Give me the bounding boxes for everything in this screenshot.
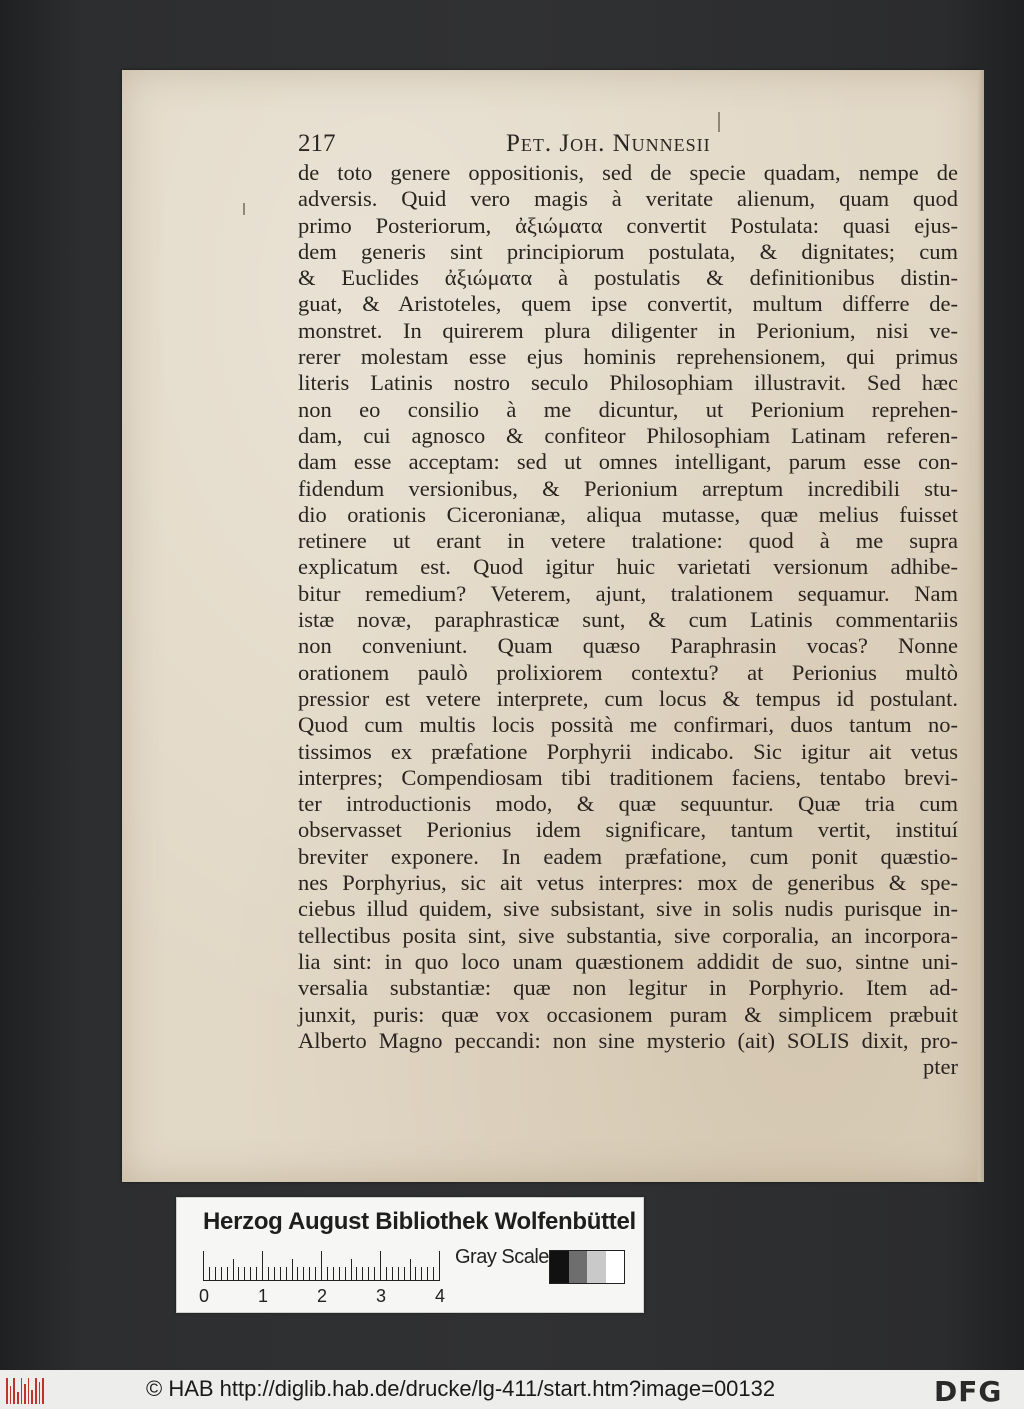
ruler-tick	[380, 1251, 381, 1281]
text-line: bitur remedium? Veterem, ajunt, tralationem sequamur. Nam	[298, 580, 958, 606]
body-text	[298, 160, 958, 1080]
ruler-tick	[238, 1267, 239, 1281]
running-head-title: Pet. Joh. Nunnesii	[506, 130, 711, 157]
text-line: versalia substantiæ: quæ non legitur in Porphyrio. Item ad-	[298, 975, 958, 1001]
page-edge	[978, 70, 984, 1182]
text-line: Quod cum multis locis possità me confirmari, duos tantum no-	[298, 712, 958, 738]
ruler-tick	[345, 1267, 346, 1281]
ruler-tick	[410, 1259, 411, 1281]
color-target-card	[176, 1197, 644, 1313]
gray-scale-label: Gray Scale	[455, 1246, 549, 1268]
hab-logo-bar	[28, 1378, 30, 1404]
text-line: primo Posteriorum, ἀξιώματα convertit Postulata: quasi ejus-	[298, 212, 958, 238]
text-line: dem generis sint principiorum postulata, & dignitates; cum	[298, 238, 958, 264]
ruler-tick	[356, 1267, 357, 1281]
text-line: junxit, puris: quæ vox occasionem puram & simplicem præbuit	[298, 1001, 958, 1027]
text-line: istæ novæ, paraphrasticæ sunt, & cum Latinis commentariis	[298, 607, 958, 633]
ruler-tick	[427, 1267, 428, 1281]
text-line: pressior est vetere interprete, cum locus & tempus id postulant.	[298, 685, 958, 711]
ruler-tick	[433, 1267, 434, 1281]
text-line: literis Latinis nostro seculo Philosophiam illustravit. Sed hæc	[298, 370, 958, 396]
gray-swatch	[587, 1251, 606, 1283]
text-line: nes Porphyrius, sic ait vetus interpres: mox de generibus & spe-	[298, 870, 958, 896]
ruler-tick	[221, 1267, 222, 1281]
ruler-tick	[362, 1267, 363, 1281]
gray-swatch	[569, 1251, 588, 1283]
text-line: dam, cui agnosco & confiteor Philosophiam Latinam referen-	[298, 422, 958, 448]
text-line: fidendum versionibus, & Perionium arreptum incredibili stu-	[298, 475, 958, 501]
text-line: dam esse acceptam: sed ut omnes intelligant, parum esse con-	[298, 449, 958, 475]
ruler-tick	[215, 1267, 216, 1281]
ruler-tick	[421, 1267, 422, 1281]
text-line: & Euclides ἀξιώματα à postulatis & definitionibus distin-	[298, 265, 958, 291]
ruler-tick	[374, 1267, 375, 1281]
hab-logo-bar	[17, 1392, 19, 1404]
copyright-link[interactable]: © HAB http://diglib.hab.de/drucke/lg-411/start.htm?image=00132	[146, 1376, 776, 1401]
ruler-tick	[309, 1267, 310, 1281]
ruler-tick	[244, 1267, 245, 1281]
ruler-tick	[274, 1267, 275, 1281]
text-line: breviter exponere. In eadem præfatione, cum ponit quæstio-	[298, 843, 958, 869]
ruler-tick	[333, 1267, 334, 1281]
ruler-tick	[404, 1267, 405, 1281]
text-line: ciebus illud quidem, sive subsistant, sive in solis nudis purisque in-	[298, 896, 958, 922]
footer-bar	[0, 1370, 1024, 1409]
ruler-tick	[303, 1267, 304, 1281]
ruler-tick	[286, 1267, 287, 1281]
hab-logo-bar	[31, 1390, 33, 1404]
text-line: adversis. Quid vero magis à veritate alienum, quam quod	[298, 186, 958, 212]
ruler-tick	[315, 1267, 316, 1281]
text-line: tissimos ex præfatione Porphyrii indicabo. Sic igitur ait vetus	[298, 738, 958, 764]
hab-logo-icon	[6, 1376, 44, 1404]
ruler-tick	[233, 1259, 234, 1281]
ruler-tick	[398, 1267, 399, 1281]
hab-logo-bar	[39, 1382, 41, 1404]
ruler-tick	[415, 1267, 416, 1281]
hab-logo-bar	[21, 1378, 23, 1404]
hab-logo-bar	[42, 1378, 44, 1404]
ruler-tick	[292, 1259, 293, 1281]
text-line: pter	[923, 1054, 958, 1080]
text-line: interpres; Compendiosam tibi traditionem faciens, tentabo brevi-	[298, 764, 958, 790]
hab-logo-bar	[24, 1384, 26, 1404]
ruler-digit: 1	[258, 1286, 269, 1306]
margin-mark	[718, 112, 720, 132]
ruler-tick	[250, 1267, 251, 1281]
hab-logo-bar	[10, 1386, 12, 1404]
text-line: tellectibus posita sint, sive substantia, sive corporalia, an incorpora-	[298, 922, 958, 948]
text-line: non conveniunt. Quam quæso Paraphrasin vocas? Nonne	[298, 633, 958, 659]
ruler-tick	[268, 1267, 269, 1281]
ruler-tick	[386, 1267, 387, 1281]
ruler-tick	[209, 1267, 210, 1281]
text-line: explicatum est. Quod igitur huic varietati versionum adhibe-	[298, 554, 958, 580]
ruler-digit: 4	[435, 1286, 446, 1306]
text-line: rerer molestam esse ejus hominis reprehensionem, qui primus	[298, 344, 958, 370]
ruler-tick	[227, 1267, 228, 1281]
text-line: orationem paulò prolixiorem contextu? at Perionius multò	[298, 659, 958, 685]
text-line: Alberto Magno peccandi: non sine mysterio (ait) SOLIS dixit, pro-	[298, 1027, 958, 1053]
dfg-logo: DFG	[934, 1375, 1003, 1408]
ruler-digit: 3	[376, 1286, 387, 1306]
ruler-tick	[351, 1259, 352, 1281]
text-line: non eo consilio à me dicuntur, ut Perionium reprehen-	[298, 396, 958, 422]
ruler-tick	[327, 1267, 328, 1281]
text-line: ter introductionis modo, & quæ sequuntur. Quæ tria cum	[298, 791, 958, 817]
hab-logo-bar	[6, 1378, 8, 1404]
gray-swatch	[550, 1251, 569, 1283]
ruler-tick	[280, 1267, 281, 1281]
ruler-tick	[203, 1251, 204, 1281]
text-line: monstret. In quirerem plura diligenter in Perionium, nisi ve-	[298, 317, 958, 343]
page-number: 217	[298, 130, 336, 157]
text-line: retinere ut erant in vetere tralatione: quod à me supra	[298, 528, 958, 554]
ruler-tick	[262, 1251, 263, 1281]
text-line: lia sint: in quo loco unam quæstionem addidit de suo, sintne uni-	[298, 948, 958, 974]
text-line: dio orationis Ciceronianæ, aliqua mutasse, quæ melius fuisset	[298, 501, 958, 527]
ruler-digit: 2	[317, 1286, 328, 1306]
text-line: de toto genere oppositionis, sed de specie quadam, nempe de	[298, 160, 958, 185]
hab-logo-bar	[13, 1378, 15, 1404]
ruler-digit: 0	[199, 1286, 210, 1306]
ruler-tick	[297, 1267, 298, 1281]
target-card-title: Herzog August Bibliothek Wolfenbüttel	[203, 1208, 636, 1235]
ruler-tick	[439, 1251, 440, 1281]
text-line: observasset Perionius idem significare, tantum vertit, instituí	[298, 817, 958, 843]
text-line: guat, & Aristoteles, quem ipse convertit, multum differre de-	[298, 291, 958, 317]
ruler-tick	[339, 1267, 340, 1281]
scale-ruler	[203, 1251, 439, 1281]
gray-scale-swatches	[549, 1250, 625, 1284]
hab-logo-bar	[35, 1378, 37, 1404]
margin-mark	[243, 203, 245, 215]
ruler-tick	[321, 1251, 322, 1281]
gray-swatch	[606, 1251, 625, 1283]
ruler-tick	[368, 1267, 369, 1281]
ruler-tick	[392, 1267, 393, 1281]
ruler-tick	[256, 1267, 257, 1281]
